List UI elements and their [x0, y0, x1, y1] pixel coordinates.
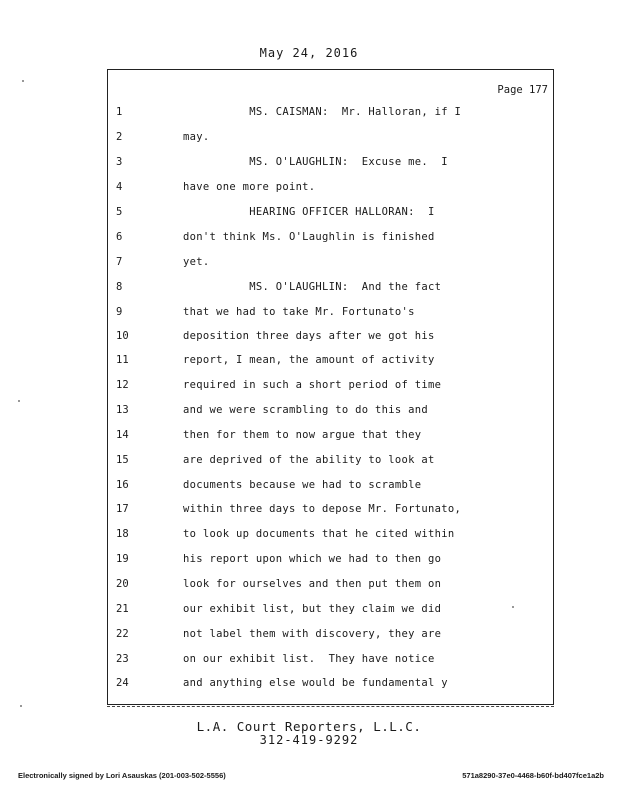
line-number: 4 — [116, 181, 123, 193]
line-number: 2 — [116, 131, 123, 143]
line-text: documents because we had to scramble — [183, 479, 422, 491]
scan-speck — [18, 400, 20, 402]
line-number: 9 — [116, 306, 123, 318]
line-number: 8 — [116, 281, 123, 293]
line-text: are deprived of the ability to look at — [183, 454, 435, 466]
line-number: 3 — [116, 156, 123, 168]
line-number: 1 — [116, 106, 123, 118]
line-number: 17 — [116, 503, 129, 515]
line-text: report, I mean, the amount of activity — [183, 354, 435, 366]
scan-speck — [512, 606, 514, 608]
line-text: that we had to take Mr. Fortunato's — [183, 306, 415, 318]
line-text: deposition three days after we got his — [183, 330, 435, 342]
transcript-date: May 24, 2016 — [259, 46, 359, 60]
line-text: within three days to depose Mr. Fortunato, — [183, 503, 462, 515]
line-text: may. — [183, 131, 210, 143]
line-number: 7 — [116, 256, 123, 268]
line-number: 6 — [116, 231, 123, 243]
line-text: HEARING OFFICER HALLORAN: I — [183, 206, 435, 218]
document-hash: 571a8290-37e0-4468-b60f-bd407fce1a2b — [462, 771, 604, 780]
line-number: 13 — [116, 404, 129, 416]
frame-bottom-edge — [107, 706, 554, 710]
line-text: his report upon which we had to then go — [183, 553, 442, 565]
line-number: 19 — [116, 553, 129, 565]
line-number: 16 — [116, 479, 129, 491]
line-number: 22 — [116, 628, 129, 640]
line-number: 12 — [116, 379, 129, 391]
line-number: 24 — [116, 677, 129, 689]
scan-speck — [20, 705, 22, 707]
line-text: not label them with discovery, they are — [183, 628, 442, 640]
court-reporter-name: L.A. Court Reporters, L.L.C. — [196, 719, 422, 734]
line-text: MS. O'LAUGHLIN: Excuse me. I — [183, 156, 448, 168]
line-text: yet. — [183, 256, 210, 268]
line-number: 23 — [116, 653, 129, 665]
line-number: 14 — [116, 429, 129, 441]
line-text: and we were scrambling to do this and — [183, 404, 428, 416]
line-text: look for ourselves and then put them on — [183, 578, 442, 590]
line-text: have one more point. — [183, 181, 316, 193]
scan-speck — [22, 80, 24, 82]
line-text: MS. O'LAUGHLIN: And the fact — [183, 281, 442, 293]
line-text: and anything else would be fundamental y — [183, 677, 448, 689]
line-number: 21 — [116, 603, 129, 615]
line-text: our exhibit list, but they claim we did — [183, 603, 442, 615]
page-number: Page 177 — [497, 84, 548, 96]
line-number: 11 — [116, 354, 129, 366]
line-text: don't think Ms. O'Laughlin is finished — [183, 231, 435, 243]
court-reporter-phone: 312-419-9292 — [259, 733, 359, 747]
line-text: MS. CAISMAN: Mr. Halloran, if I — [183, 106, 462, 118]
line-number: 15 — [116, 454, 129, 466]
line-number: 18 — [116, 528, 129, 540]
line-text: then for them to now argue that they — [183, 429, 422, 441]
line-number: 10 — [116, 330, 129, 342]
line-text: required in such a short period of time — [183, 379, 442, 391]
line-number: 20 — [116, 578, 129, 590]
line-number: 5 — [116, 206, 123, 218]
line-text: to look up documents that he cited within — [183, 528, 455, 540]
electronic-signature: Electronically signed by Lori Asauskas (201-003-502-5556) — [18, 771, 226, 780]
line-text: on our exhibit list. They have notice — [183, 653, 435, 665]
